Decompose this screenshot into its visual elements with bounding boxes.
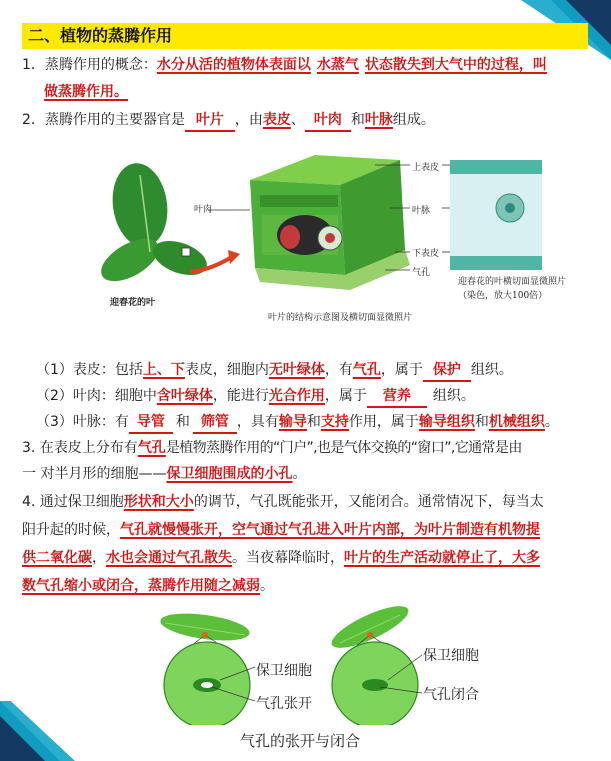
epidermis-t4: 组织。 [470, 362, 513, 378]
regulation-prefix: 4. 通过保卫细胞 [22, 494, 124, 510]
vein-line [36, 412, 559, 434]
mesophyll-ans-2: 光合作用 [268, 388, 325, 404]
epidermis-ans-4: 保护 [423, 360, 471, 382]
vein-t2: ，具有 [236, 414, 279, 430]
regulation-ans-6: 数气孔缩小或闭合，蒸腾作用随之减弱 [22, 578, 260, 594]
regulation-line-1 [22, 492, 544, 512]
regulation-ans-2: 气孔就慢慢张开，空气通过气孔进入叶片内部，为叶片制造有机物提 [120, 522, 540, 538]
regulation-t1: 的调节，气孔既能张开，又能闭合。通常情况下，每当太 [193, 494, 544, 510]
vein-ans-3: 输导 [278, 414, 307, 430]
leaf-photo-label: 迎春花的叶 [110, 298, 156, 308]
vein-ans-6: 机械组织 [488, 414, 545, 430]
figure1-caption: 叶片的结构示意图及横切面显微照片 [268, 313, 413, 323]
part-mesophyll: 叶肉 [305, 110, 351, 132]
vein-ans-4: 支持 [320, 414, 349, 430]
vein-t1: 和 [175, 414, 190, 430]
regulation-t3: ， [92, 550, 106, 566]
regulation-line-3 [22, 548, 540, 568]
stoma-line-2 [22, 464, 306, 484]
vein-t3: 和 [306, 414, 321, 430]
label-guard-cell-right: 保卫细胞 [423, 648, 479, 664]
micrograph-note: 迎春花的叶横切面显微照片（染色，放大100倍） [458, 277, 567, 301]
concept-line-2 [44, 82, 128, 102]
stoma-open-close-figure [140, 605, 520, 725]
label-guard-cell-left: 保卫细胞 [256, 663, 312, 679]
part-vein: 叶脉 [364, 112, 393, 128]
mesophyll-t3: 组织。 [432, 388, 475, 404]
concept-answer-1: 水分从活的植物体表面以 [156, 57, 311, 73]
label-stoma: 气孔 [412, 268, 431, 278]
bottom-left-corner-decoration [0, 701, 90, 761]
organ-sep: 、 [290, 112, 305, 128]
epidermis-ans-3: 气孔 [352, 362, 381, 378]
concept-answer-line2: 做蒸腾作用。 [44, 84, 128, 100]
stoma-line-1 [22, 438, 522, 458]
concept-line-1 [22, 55, 547, 75]
mesophyll-prefix: （2）叶肉：细胞中 [36, 388, 157, 404]
label-stoma-open: 气孔张开 [256, 696, 312, 712]
mesophyll-t2: ，属于 [324, 388, 367, 404]
organ-suffix: 组成。 [392, 112, 435, 128]
epidermis-t3: ，属于 [380, 362, 423, 378]
label-stoma-closed: 气孔闭合 [423, 687, 479, 703]
vein-t4: 作用，属于 [348, 414, 419, 430]
regulation-line-4 [22, 576, 274, 596]
vein-ans-1: 导管 [129, 412, 173, 434]
section-heading: 二、植物的蒸腾作用 [22, 23, 588, 49]
micrograph-image [450, 160, 542, 270]
organ-and: 和 [350, 112, 365, 128]
organ-prefix: 2．蒸腾作用的主要器官是 [22, 112, 185, 128]
stoma-ans-1: 气孔 [137, 440, 166, 456]
label-upper-epidermis: 上表皮 [412, 163, 440, 173]
part-epidermis: 表皮 [262, 112, 291, 128]
epidermis-t1: 表皮，细胞内 [184, 362, 269, 378]
epidermis-ans-2: 无叶绿体 [268, 362, 325, 378]
vein-ans-2: 筛管 [193, 412, 237, 434]
organ-mid: ，由 [234, 112, 263, 128]
closed-stoma-illustration [327, 605, 422, 725]
regulation-ans-4: 水也会通过气孔散失 [106, 550, 232, 566]
regulation-line2-prefix: 阳升起的时候， [22, 522, 120, 538]
epidermis-prefix: （1）表皮：包括 [36, 362, 143, 378]
organ-answer: 叶片 [185, 110, 235, 132]
mesophyll-ans-3: 营养 [367, 386, 427, 408]
regulation-line4-suffix: 。 [260, 578, 274, 594]
open-stoma-illustration [159, 609, 255, 725]
label-vein: 叶脉 [412, 206, 431, 216]
organ-line [22, 110, 435, 132]
vein-t6: 。 [544, 414, 559, 430]
regulation-ans-5: 叶片的生产活动就停止了，大多 [344, 550, 540, 566]
stoma-line2-suffix: 。 [292, 466, 307, 482]
stoma-ans-2: 保卫细胞围成的小孔 [166, 466, 293, 482]
concept-answer-2: 水蒸气 [316, 57, 359, 73]
mesophyll-ans-1: 含叶绿体 [156, 388, 213, 404]
figure2-caption: 气孔的张开与闭合 [240, 732, 361, 750]
epidermis-t2: ，有 [324, 362, 353, 378]
mesophyll-t1: ，能进行 [212, 388, 269, 404]
concept-prefix: 1．蒸腾作用的概念： [22, 57, 157, 73]
mesophyll-line [36, 386, 475, 408]
vein-t5: 和 [474, 414, 489, 430]
stoma-prefix: 3. 在表皮上分布有 [22, 440, 138, 456]
regulation-line-2 [22, 520, 540, 540]
label-mesophyll: 叶肉 [194, 205, 213, 215]
epidermis-line [36, 360, 513, 382]
stoma-t1: 是植物蒸腾作用的“门户”,也是气体交换的“窗口”,它通常是由 [165, 440, 522, 456]
vein-prefix: （3）叶脉：有 [36, 414, 129, 430]
regulation-ans-3: 供二氧化碳 [22, 550, 92, 566]
regulation-t4: 。当夜幕降临时， [232, 550, 344, 566]
label-lower-epidermis: 下表皮 [412, 249, 440, 259]
vein-ans-5: 输导组织 [418, 414, 475, 430]
concept-answer-3: 状态散失到大气中的过程，叫 [364, 57, 547, 73]
regulation-ans-1: 形状和大小 [123, 494, 194, 510]
epidermis-ans-1: 上、下 [142, 362, 185, 378]
stoma-line2-prefix: 一 对半月形的细胞—— [22, 466, 167, 482]
